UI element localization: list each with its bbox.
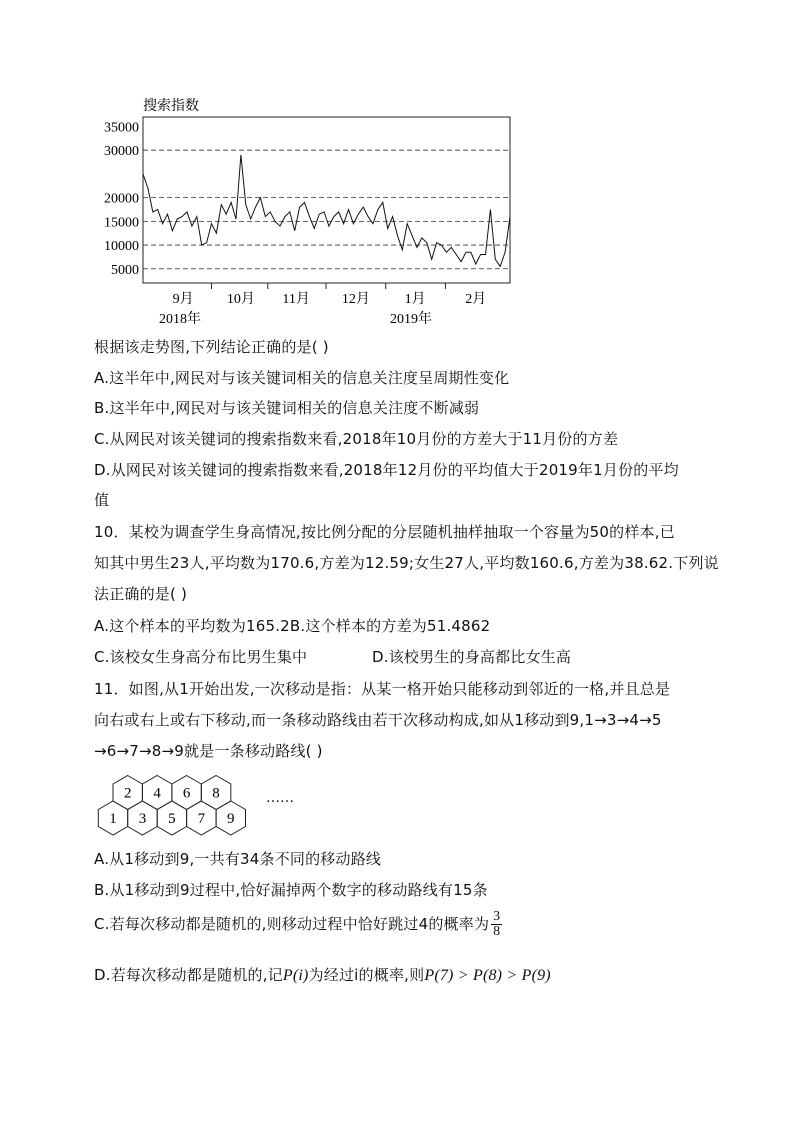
gridlines (143, 150, 510, 269)
q10-option-c: C.该校女生身高分布比男生集中 (94, 648, 308, 666)
y-tick-label: 30000 (104, 144, 139, 160)
math-inequality: (7) > P(8) > P(9) (434, 967, 551, 984)
q11-option-d (94, 965, 551, 986)
q11-option-a: A.从1移动到9,一共有34条不同的移动路线 (94, 850, 382, 868)
fraction-denominator: 8 (493, 924, 501, 939)
y-axis-label: 搜索指数 (143, 99, 199, 114)
y-ticks (104, 120, 139, 277)
hex-cell-label: 6 (182, 785, 191, 802)
hex-cell-label: 7 (197, 811, 206, 827)
math-Pi-arg: (i) (292, 967, 309, 984)
q9-stem: 根据该走势图,下列结论正确的是( ) (94, 338, 329, 356)
math-P: P (282, 967, 293, 984)
q11-option-c (94, 910, 502, 939)
q10-stem-line1: 10．某校为调查学生身高情况,按比例分配的分层随机抽样抽取一个容量为50的样本,已 (94, 523, 675, 541)
fraction-three-eighths (491, 910, 502, 939)
x-tick-label: 1月 (404, 292, 426, 307)
q9-option-b: B.这半年中,网民对与该关键词相关的信息关注度不断减弱 (94, 399, 480, 417)
q11-option-b: B.从1移动到9过程中,恰好漏掉两个数字的移动路线有15条 (94, 881, 488, 899)
q11-option-c-text: C.若每次移动都是随机的,则移动过程中恰好跳过4的概率为 (94, 915, 490, 933)
y-tick-label: 10000 (104, 239, 139, 255)
q10-stem-line2: 知其中男生23人,平均数为170.6,方差为12.59;女生27人,平均数160.6,方差为38.62.下列说 (94, 554, 719, 572)
q11-option-d-prefix: D.若每次移动都是随机的,记 (94, 966, 283, 984)
series-line (143, 155, 510, 267)
x-tick-label: 11月 (282, 292, 310, 307)
x-tick-label: 12月 (341, 292, 370, 307)
x-tick-label: 9月 (172, 292, 194, 307)
hex-cell-label: 3 (138, 811, 147, 827)
year-label-2019: 2019年 (390, 312, 432, 327)
hex-cell-label: 8 (212, 785, 220, 802)
y-tick-label: 20000 (104, 191, 139, 207)
x-tick-label: 2月 (465, 292, 487, 307)
fraction-numerator: 3 (493, 909, 501, 924)
y-tick-label: 5000 (111, 262, 139, 278)
q11-stem-line3: →6→7→8→9就是一条移动路线( ) (94, 742, 323, 760)
q11-option-d-mid: 为经过i的概率,则 (308, 966, 425, 984)
hex-row-top (113, 776, 231, 810)
y-tick-label: 35000 (104, 120, 139, 136)
hex-ellipsis: …… (266, 790, 294, 806)
q9-option-a: A.这半年中,网民对与该关键词相关的信息关注度呈周期性变化 (94, 369, 510, 387)
hex-row-bottom (98, 801, 245, 835)
q10-stem-line3: 法正确的是( ) (94, 585, 188, 603)
q10-option-d: D.该校男生的身高都比女生高 (372, 648, 572, 666)
hex-cell-label: 5 (168, 811, 176, 827)
hex-cell-label: 9 (227, 811, 235, 827)
math-P-compare: P (424, 967, 435, 984)
search-index-chart (90, 90, 530, 335)
y-tick-label: 15000 (104, 215, 139, 231)
q9-option-c: C.从网民对该关键词的搜索指数来看,2018年10月份的方差大于11月份的方差 (94, 430, 619, 448)
q9-option-d-line2: 值 (94, 491, 110, 509)
q10-options-ab: A.这个样本的平均数为165.2B.这个样本的方差为51.4862 (94, 617, 491, 635)
year-label-2018: 2018年 (159, 312, 201, 327)
q11-stem-line1: 11．如图,从1开始出发,一次移动是指：从某一格开始只能移动到邻近的一格,并且总是 (94, 680, 671, 698)
hex-cell-label: 4 (153, 785, 161, 802)
q11-stem-line2: 向右或右上或右下移动,而一条移动路线由若干次移动构成,如从1移动到9,1→3→4→5 (94, 711, 662, 729)
hex-cell-label: 1 (109, 811, 117, 827)
x-tick-label: 10月 (226, 292, 255, 307)
plot-frame (143, 117, 510, 283)
q9-option-d-line1: D.从网民对该关键词的搜索指数来看,2018年12月份的平均值大于2019年1月份的平均 (94, 461, 679, 479)
hex-cell-label: 2 (123, 785, 132, 802)
x-ticks (173, 283, 487, 307)
